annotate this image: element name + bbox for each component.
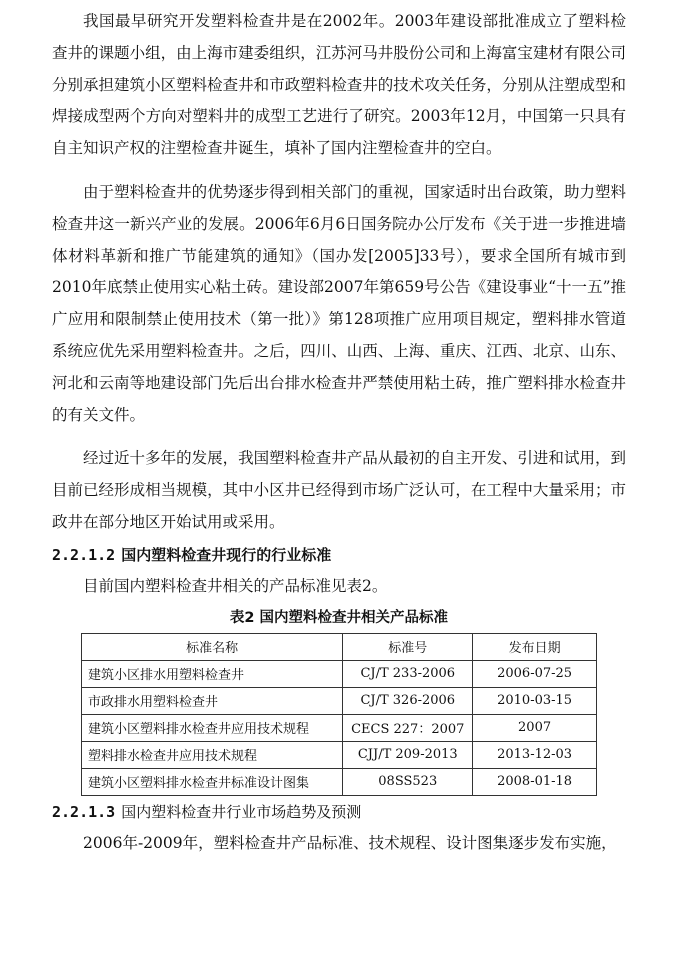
cell-standard-name: 市政排水用塑料检查井 [82, 687, 343, 714]
cell-release-date: 2013-12-03 [473, 741, 597, 768]
section-title: 国内塑料检查井行业市场趋势及预测 [121, 802, 362, 821]
cell-standard-name: 建筑小区塑料排水检查井标准设计图集 [82, 768, 343, 795]
cell-release-date: 2010-03-15 [473, 687, 597, 714]
cell-standard-code: CECS 227：2007 [343, 714, 473, 741]
section-number: 2.2.1.3 [52, 802, 116, 821]
cell-release-date: 2006-07-25 [473, 660, 597, 687]
cell-release-date: 2008-01-18 [473, 768, 597, 795]
table-row [82, 741, 597, 768]
paragraph-history: 我国最早研究开发塑料检查井是在2002年。2003年建设部批准成立了塑料检查井的课题小组，由上海市建委组织，江苏河马井股份公司和上海富宝建材有限公司分别承担建筑小区塑料检查井和市政塑料检查井的技术攻关任务，分别从注塑成型和焊接成型两个方向对塑料井的成型工艺进行了研究。2003年12月，中国第一只具有自主知识产权的注塑检查井诞生，填补了国内注塑检查井的空白。 [52, 12, 626, 158]
table-caption: 表2 国内塑料检查井相关产品标准 [229, 609, 449, 626]
table-row [82, 687, 597, 714]
cell-standard-name: 塑料排水检查井应用技术规程 [82, 741, 343, 768]
paragraph-table-intro: 目前国内塑料检查井相关的产品标准见表2。 [83, 576, 388, 595]
header-standard-code: 标准号 [343, 633, 473, 660]
table-row [82, 660, 597, 687]
paragraph-market-trend: 2006年-2009年，塑料检查井产品标准、技术规程、设计图集逐步发布实施， [83, 833, 617, 852]
header-release-date: 发布日期 [473, 633, 597, 660]
table-row [82, 768, 597, 795]
section-title: 国内塑料检查井现行的行业标准 [121, 545, 332, 564]
section-number: 2.2.1.2 [52, 545, 116, 564]
cell-release-date: 2007 [473, 714, 597, 741]
cell-standard-name: 建筑小区排水用塑料检查井 [82, 660, 343, 687]
section-heading-standards [52, 539, 626, 571]
paragraph-gap [52, 431, 626, 443]
paragraph-policy: 由于塑料检查井的优势逐步得到相关部门的重视，国家适时出台政策，助力塑料检查井这一新兴产业的发展。2006年6月6日国务院办公厅发布《关于进一步推进墙体材料革新和推广节能建筑的通知》（国办发[2005]33号），要求全国所有城市到2010年底禁止使用实心粘土砖。建设部2007年第659号公告《建设事业“十一五”推广应用和限制禁止使用技术（第一批）》第128项推广应用项目规定，塑料排水管道系统应优先采用塑料检查井。之后，四川、山西、上海、重庆、江西、北京、山东、河北和云南等地建设部门先后出台排水检查井严禁使用粘土砖，推广塑料排水检查井的有关文件。 [52, 182, 626, 424]
section-heading-market-trend [52, 796, 626, 828]
table-header-row [82, 633, 597, 660]
cell-standard-code: 08SS523 [343, 768, 473, 795]
cell-standard-code: CJ/T 326-2006 [343, 687, 473, 714]
cell-standard-code: CJJ/T 209-2013 [343, 741, 473, 768]
cell-standard-code: CJ/T 233-2006 [343, 660, 473, 687]
standards-table [81, 633, 597, 796]
paragraph-development: 经过近十多年的发展，我国塑料检查井产品从最初的自主开发、引进和试用，到目前已经形成相当规模，其中小区井已经得到市场广泛认可，在工程中大量采用；市政井在部分地区开始试用或采用。 [52, 449, 626, 531]
table-row [82, 714, 597, 741]
header-standard-name: 标准名称 [82, 633, 343, 660]
cell-standard-name: 建筑小区塑料排水检查井应用技术规程 [82, 714, 343, 741]
paragraph-gap [52, 165, 626, 177]
